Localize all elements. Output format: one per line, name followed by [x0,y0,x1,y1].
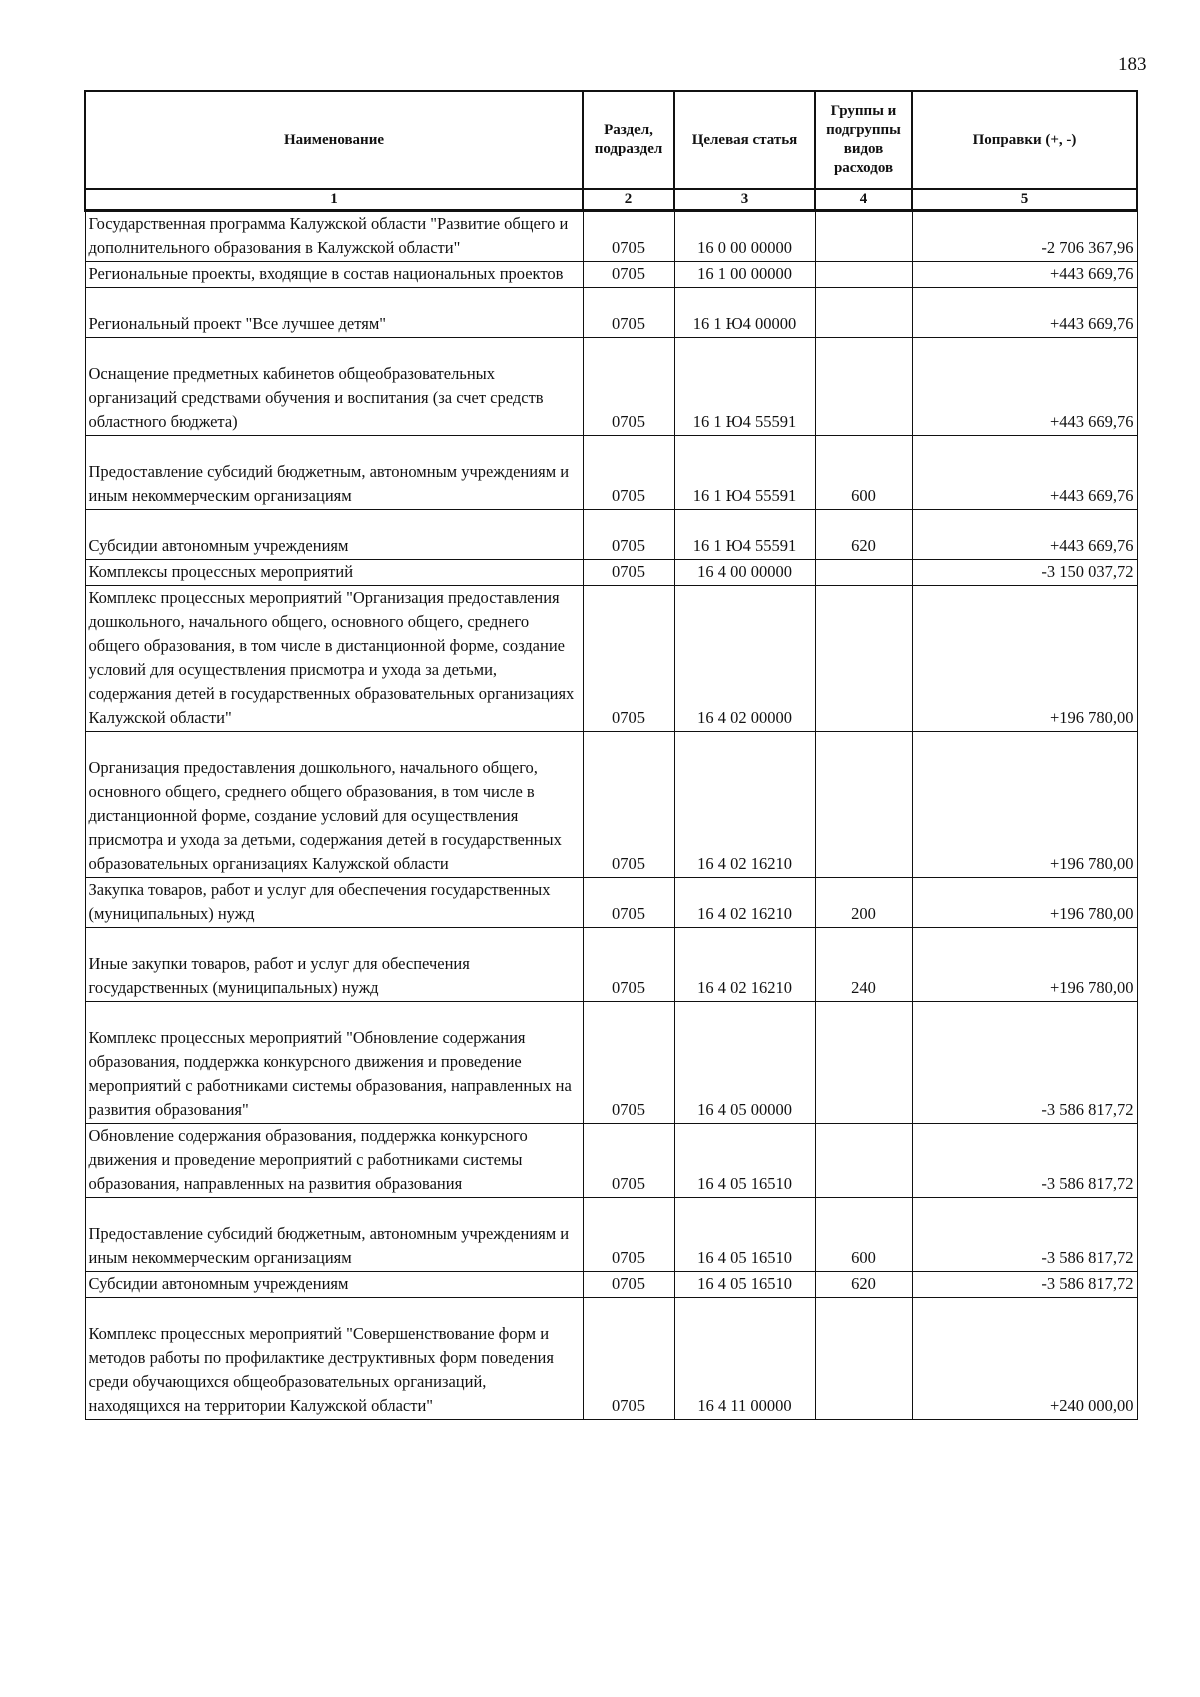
header-row [85,91,1137,189]
row-target: 16 1 Ю4 55591 [674,338,815,436]
row-target: 16 4 02 16210 [674,878,815,928]
table-row [85,1198,1137,1272]
row-target: 16 1 Ю4 00000 [674,288,815,338]
row-amount: +443 669,76 [912,288,1137,338]
table-row [85,1272,1137,1298]
row-section: 0705 [583,560,674,586]
column-number-row [85,189,1137,211]
header-name: Наименование [85,91,583,189]
row-group [815,288,912,338]
row-target: 16 4 02 00000 [674,586,815,732]
table-row [85,586,1137,732]
row-name: Иные закупки товаров, работ и услуг для обеспечения государственных (муниципальных) нужд [85,928,583,1002]
table-row [85,560,1137,586]
row-target: 16 4 05 00000 [674,1002,815,1124]
row-target: 16 1 Ю4 55591 [674,510,815,560]
column-number: 5 [912,189,1137,211]
row-section: 0705 [583,338,674,436]
row-amount: +443 669,76 [912,262,1137,288]
row-amount: +443 669,76 [912,338,1137,436]
row-group: 620 [815,510,912,560]
row-group: 600 [815,1198,912,1272]
row-name: Региональный проект "Все лучшее детям" [85,288,583,338]
row-group [815,338,912,436]
row-section: 0705 [583,1124,674,1198]
row-name: Субсидии автономным учреждениям [85,510,583,560]
row-amount: +196 780,00 [912,732,1137,878]
row-group: 240 [815,928,912,1002]
table-row [85,732,1137,878]
budget-amendments-table [84,90,1138,1420]
table-row [85,436,1137,510]
header-group: Группы и подгруппы видов расходов [815,91,912,189]
row-section: 0705 [583,211,674,262]
page-number: 183 [1118,54,1147,75]
row-target: 16 4 05 16510 [674,1198,815,1272]
row-name: Обновление содержания образования, поддержка конкурсного движения и проведение мероприятий с работниками системы образования, направленных на развития образования [85,1124,583,1198]
row-target: 16 1 Ю4 55591 [674,436,815,510]
row-section: 0705 [583,288,674,338]
table-row [85,1124,1137,1198]
header-target: Целевая статья [674,91,815,189]
table-row [85,288,1137,338]
table-row [85,338,1137,436]
row-amount: -3 586 817,72 [912,1272,1137,1298]
row-amount: +196 780,00 [912,586,1137,732]
row-name: Предоставление субсидий бюджетным, автономным учреждениям и иным некоммерческим организациям [85,1198,583,1272]
row-name: Предоставление субсидий бюджетным, автономным учреждениям и иным некоммерческим организациям [85,436,583,510]
column-number: 3 [674,189,815,211]
table-row [85,878,1137,928]
row-amount: +443 669,76 [912,510,1137,560]
row-amount: +196 780,00 [912,878,1137,928]
row-section: 0705 [583,878,674,928]
column-number: 2 [583,189,674,211]
column-number: 4 [815,189,912,211]
row-target: 16 4 02 16210 [674,732,815,878]
row-name: Комплекс процессных мероприятий "Совершенствование форм и методов работы по профилактике деструктивных форм поведения среди обучающихся общеобразовательных организаций, находящихся на территории Калужской области" [85,1298,583,1420]
row-group [815,1124,912,1198]
row-name: Субсидии автономным учреждениям [85,1272,583,1298]
row-target: 16 4 00 00000 [674,560,815,586]
row-name: Закупка товаров, работ и услуг для обеспечения государственных (муниципальных) нужд [85,878,583,928]
row-name: Оснащение предметных кабинетов общеобразовательных организаций средствами обучения и воспитания (за счет средств областного бюджета) [85,338,583,436]
row-section: 0705 [583,436,674,510]
header-section: Раздел, подраздел [583,91,674,189]
row-section: 0705 [583,1272,674,1298]
row-name: Государственная программа Калужской области "Развитие общего и дополнительного образования в Калужской области" [85,211,583,262]
row-target: 16 0 00 00000 [674,211,815,262]
row-amount: -3 586 817,72 [912,1198,1137,1272]
row-section: 0705 [583,732,674,878]
table-row [85,928,1137,1002]
table-row [85,211,1137,262]
row-group: 200 [815,878,912,928]
row-group [815,560,912,586]
column-number: 1 [85,189,583,211]
row-amount: +240 000,00 [912,1298,1137,1420]
row-name: Региональные проекты, входящие в состав национальных проектов [85,262,583,288]
row-target: 16 1 00 00000 [674,262,815,288]
row-section: 0705 [583,586,674,732]
row-target: 16 4 05 16510 [674,1272,815,1298]
row-target: 16 4 05 16510 [674,1124,815,1198]
row-group [815,1298,912,1420]
header-amount: Поправки (+, -) [912,91,1137,189]
row-target: 16 4 02 16210 [674,928,815,1002]
table-row [85,1298,1137,1420]
row-amount: -2 706 367,96 [912,211,1137,262]
row-amount: -3 150 037,72 [912,560,1137,586]
row-group [815,262,912,288]
table-row [85,1002,1137,1124]
row-target: 16 4 11 00000 [674,1298,815,1420]
row-section: 0705 [583,1298,674,1420]
row-group [815,586,912,732]
table-row [85,510,1137,560]
row-section: 0705 [583,510,674,560]
row-section: 0705 [583,262,674,288]
row-group [815,211,912,262]
row-name: Комплексы процессных мероприятий [85,560,583,586]
row-section: 0705 [583,928,674,1002]
row-amount: +196 780,00 [912,928,1137,1002]
row-section: 0705 [583,1002,674,1124]
row-name: Организация предоставления дошкольного, начального общего, основного общего, среднего общего образования, в том числе в дистанционной форме, создание условий для осуществления присмотра и ухода за детьми, содержания детей в государственных образовательных организациях Калужской области [85,732,583,878]
row-name: Комплекс процессных мероприятий "Организация предоставления дошкольного, начального общего, основного общего, среднего общего образования, в том числе в дистанционной форме, создание условий для осуществления присмотра и ухода за детьми, содержания детей в государственных образовательных организациях Калужской области" [85,586,583,732]
row-section: 0705 [583,1198,674,1272]
row-amount: -3 586 817,72 [912,1124,1137,1198]
table-row [85,262,1137,288]
row-amount: +443 669,76 [912,436,1137,510]
row-amount: -3 586 817,72 [912,1002,1137,1124]
row-name: Комплекс процессных мероприятий "Обновление содержания образования, поддержка конкурсного движения и проведение мероприятий с работниками системы образования, направленных на развития образования" [85,1002,583,1124]
row-group: 600 [815,436,912,510]
row-group [815,1002,912,1124]
row-group: 620 [815,1272,912,1298]
row-group [815,732,912,878]
